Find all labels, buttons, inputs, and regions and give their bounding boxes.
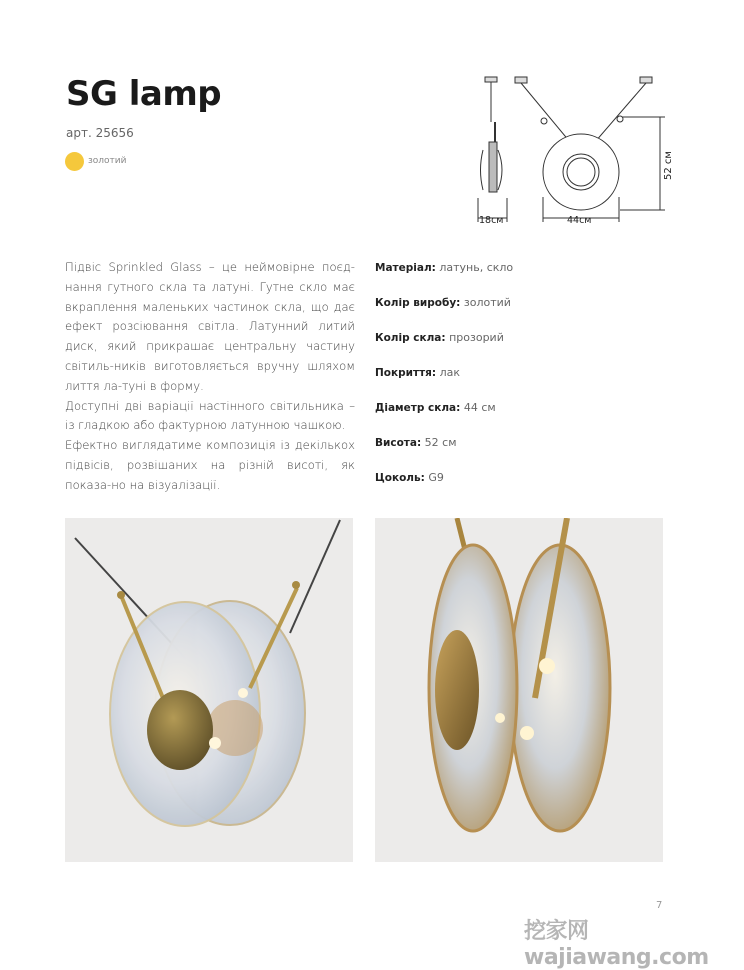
- dim-side-label: 18см: [479, 215, 504, 226]
- spec-row: [375, 331, 513, 366]
- color-swatch-label: золотий: [88, 156, 127, 166]
- spec-row: [375, 261, 513, 296]
- product-photo-front: [65, 518, 353, 862]
- spec-value: 44 см: [463, 401, 496, 414]
- spec-row: [375, 436, 513, 471]
- dim-height-label: 52 см: [663, 151, 674, 180]
- spec-value: латунь, скло: [439, 261, 514, 274]
- spec-list: [375, 261, 513, 506]
- product-photo-angled: [375, 518, 663, 862]
- description-paragraph: Ефектно виглядатиме композиція із декількох підвісів, розвішаних на різній висоті, як показа-но на візуалізації.: [65, 438, 355, 492]
- color-swatch: [65, 152, 84, 171]
- watermark: 挖家网 wajiawang.com: [524, 919, 709, 970]
- spec-label: Висота:: [375, 437, 422, 449]
- spec-value: прозорий: [449, 331, 504, 344]
- spec-label: Матеріал:: [375, 262, 436, 274]
- spec-value: G9: [428, 471, 444, 484]
- product-title: SG lamp: [66, 74, 222, 114]
- spec-row: [375, 296, 513, 331]
- spec-label: Колір виробу:: [375, 297, 461, 309]
- spec-row: [375, 366, 513, 401]
- description-paragraph: Підвіс Sprinkled Glass – це неймовірне поєд-нання гутного скла та латуні. Гутне скло має вкраплення маленьких частинок скла, що дає ефект розсіювання світла. Латунний литий диск, який прикрашає центральну частину світиль-ників виготовляється вручну шляхом лиття ла-туні в форму.: [65, 260, 355, 393]
- spec-row: [375, 401, 513, 436]
- spec-row: [375, 471, 513, 506]
- spec-label: Діаметр скла:: [375, 402, 461, 414]
- dimension-diagram: [470, 72, 680, 232]
- spec-value: лак: [439, 366, 461, 379]
- article-number: арт. 25656: [66, 126, 134, 140]
- spec-value: 52 см: [424, 436, 457, 449]
- spec-value: золотий: [463, 296, 511, 309]
- dim-width-label: 44см: [567, 215, 592, 226]
- product-description: [65, 258, 355, 496]
- description-paragraph: Доступні дві варіації настінного світильника – із гладкою або фактурною латунною чашкою.: [65, 398, 355, 433]
- spec-label: Цоколь:: [375, 472, 425, 484]
- spec-label: Колір скла:: [375, 332, 446, 344]
- page-number: 7: [656, 900, 663, 911]
- spec-label: Покриття:: [375, 367, 437, 379]
